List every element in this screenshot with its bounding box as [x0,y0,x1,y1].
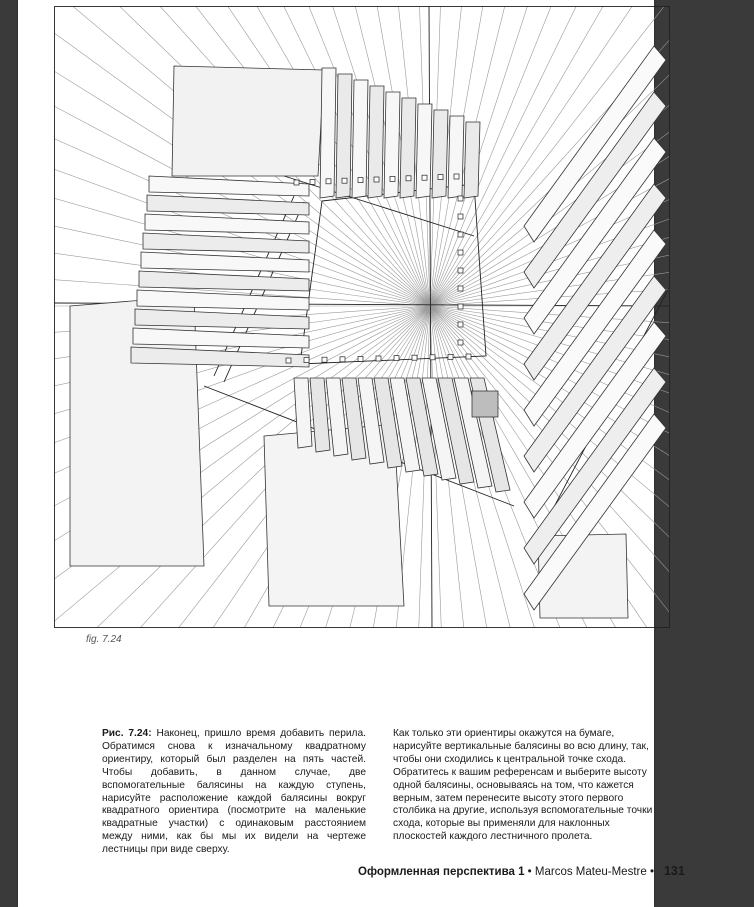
caption-right-column [393,728,657,844]
baluster-square [412,355,417,360]
baluster-square [448,354,453,359]
footer-separator: • [524,866,535,878]
shaded-square [472,391,498,417]
baluster-square [458,340,463,345]
caption-right-text: Как только эти ориентиры окажутся на бумаге, нарисуйте вертикальные балясины во всю длину, так, чтобы они сходились к центральной точке схода. Обратитесь к вашим референсам и выберите высоту одной балясины, основываясь на том, что кажется верным, затем перенесите высоту этого первого столбика на другие, используя вспомогательные точки схода, которые вы применяли для наклонных плоскостей каждого лестничного пролета. [393,728,653,843]
baluster-square [374,177,379,182]
baluster-square [458,232,463,237]
book-page [18,0,685,907]
baluster-square [390,176,395,181]
baluster-square [376,356,381,361]
baluster-square [458,214,463,219]
baluster-square [294,180,299,185]
baluster-square [430,355,435,360]
baluster-square [466,354,471,359]
baluster-square [458,268,463,273]
book-title: Оформленная перспектива 1 [358,866,525,878]
top-flight-step [448,116,464,198]
baluster-square [394,356,399,361]
baluster-square [406,176,411,181]
baluster-square [358,178,363,183]
baluster-square [422,175,427,180]
upper-wall-block [172,66,324,176]
left-flight-step [133,328,309,348]
author-name: Marcos Mateu-Mestre [534,866,647,878]
staircase-perspective-drawing [54,6,670,628]
caption-left-column [102,728,366,857]
page-footer [358,864,685,878]
baluster-square [458,286,463,291]
baluster-square [358,356,363,361]
top-flight-step [400,98,416,198]
baluster-square [340,357,345,362]
figure-label: fig. 7.24 [86,634,122,645]
top-flight-step [416,104,432,198]
left-flight-step [131,347,309,367]
left-flight-step [137,290,309,310]
baluster-square [458,322,463,327]
left-flight-step [147,195,309,215]
baluster-square [304,358,309,363]
left-flight-step [141,252,309,272]
top-flight-step [464,122,480,198]
figure-reference: Рис. 7.24: [102,728,152,739]
left-flight-step [143,233,309,253]
caption-left-text: Наконец, пришло время добавить перила. Обратимся снова к изначальному квадратному ориентиру, который был разделен на пять частей. Чтобы добавить, в данном случае, две вспомогательные балясины на каждую ступень, нарисуйте расположение каждой балясины вокруг квадратного ориентира (посмотрите на маленькие квадратные участки) с одинаковым расстоянием между ними, как бы мы их видели на чертеже лестницы при виде сверху. [102,728,367,856]
baluster-square [342,178,347,183]
left-flight-step [149,176,309,196]
top-flight-step [432,110,448,198]
left-flight-step [135,309,309,329]
baluster-square [322,357,327,362]
baluster-square [438,175,443,180]
baluster-square [458,196,463,201]
top-flight-step [384,92,400,198]
page-number: 131 [663,864,685,878]
baluster-square [326,179,331,184]
baluster-square [458,304,463,309]
baluster-square [310,179,315,184]
baluster-square [458,250,463,255]
baluster-square [454,174,459,179]
baluster-square [286,358,291,363]
figure-illustration [54,6,670,628]
footer-separator-2: • [646,866,654,878]
left-flight-step [139,271,309,291]
